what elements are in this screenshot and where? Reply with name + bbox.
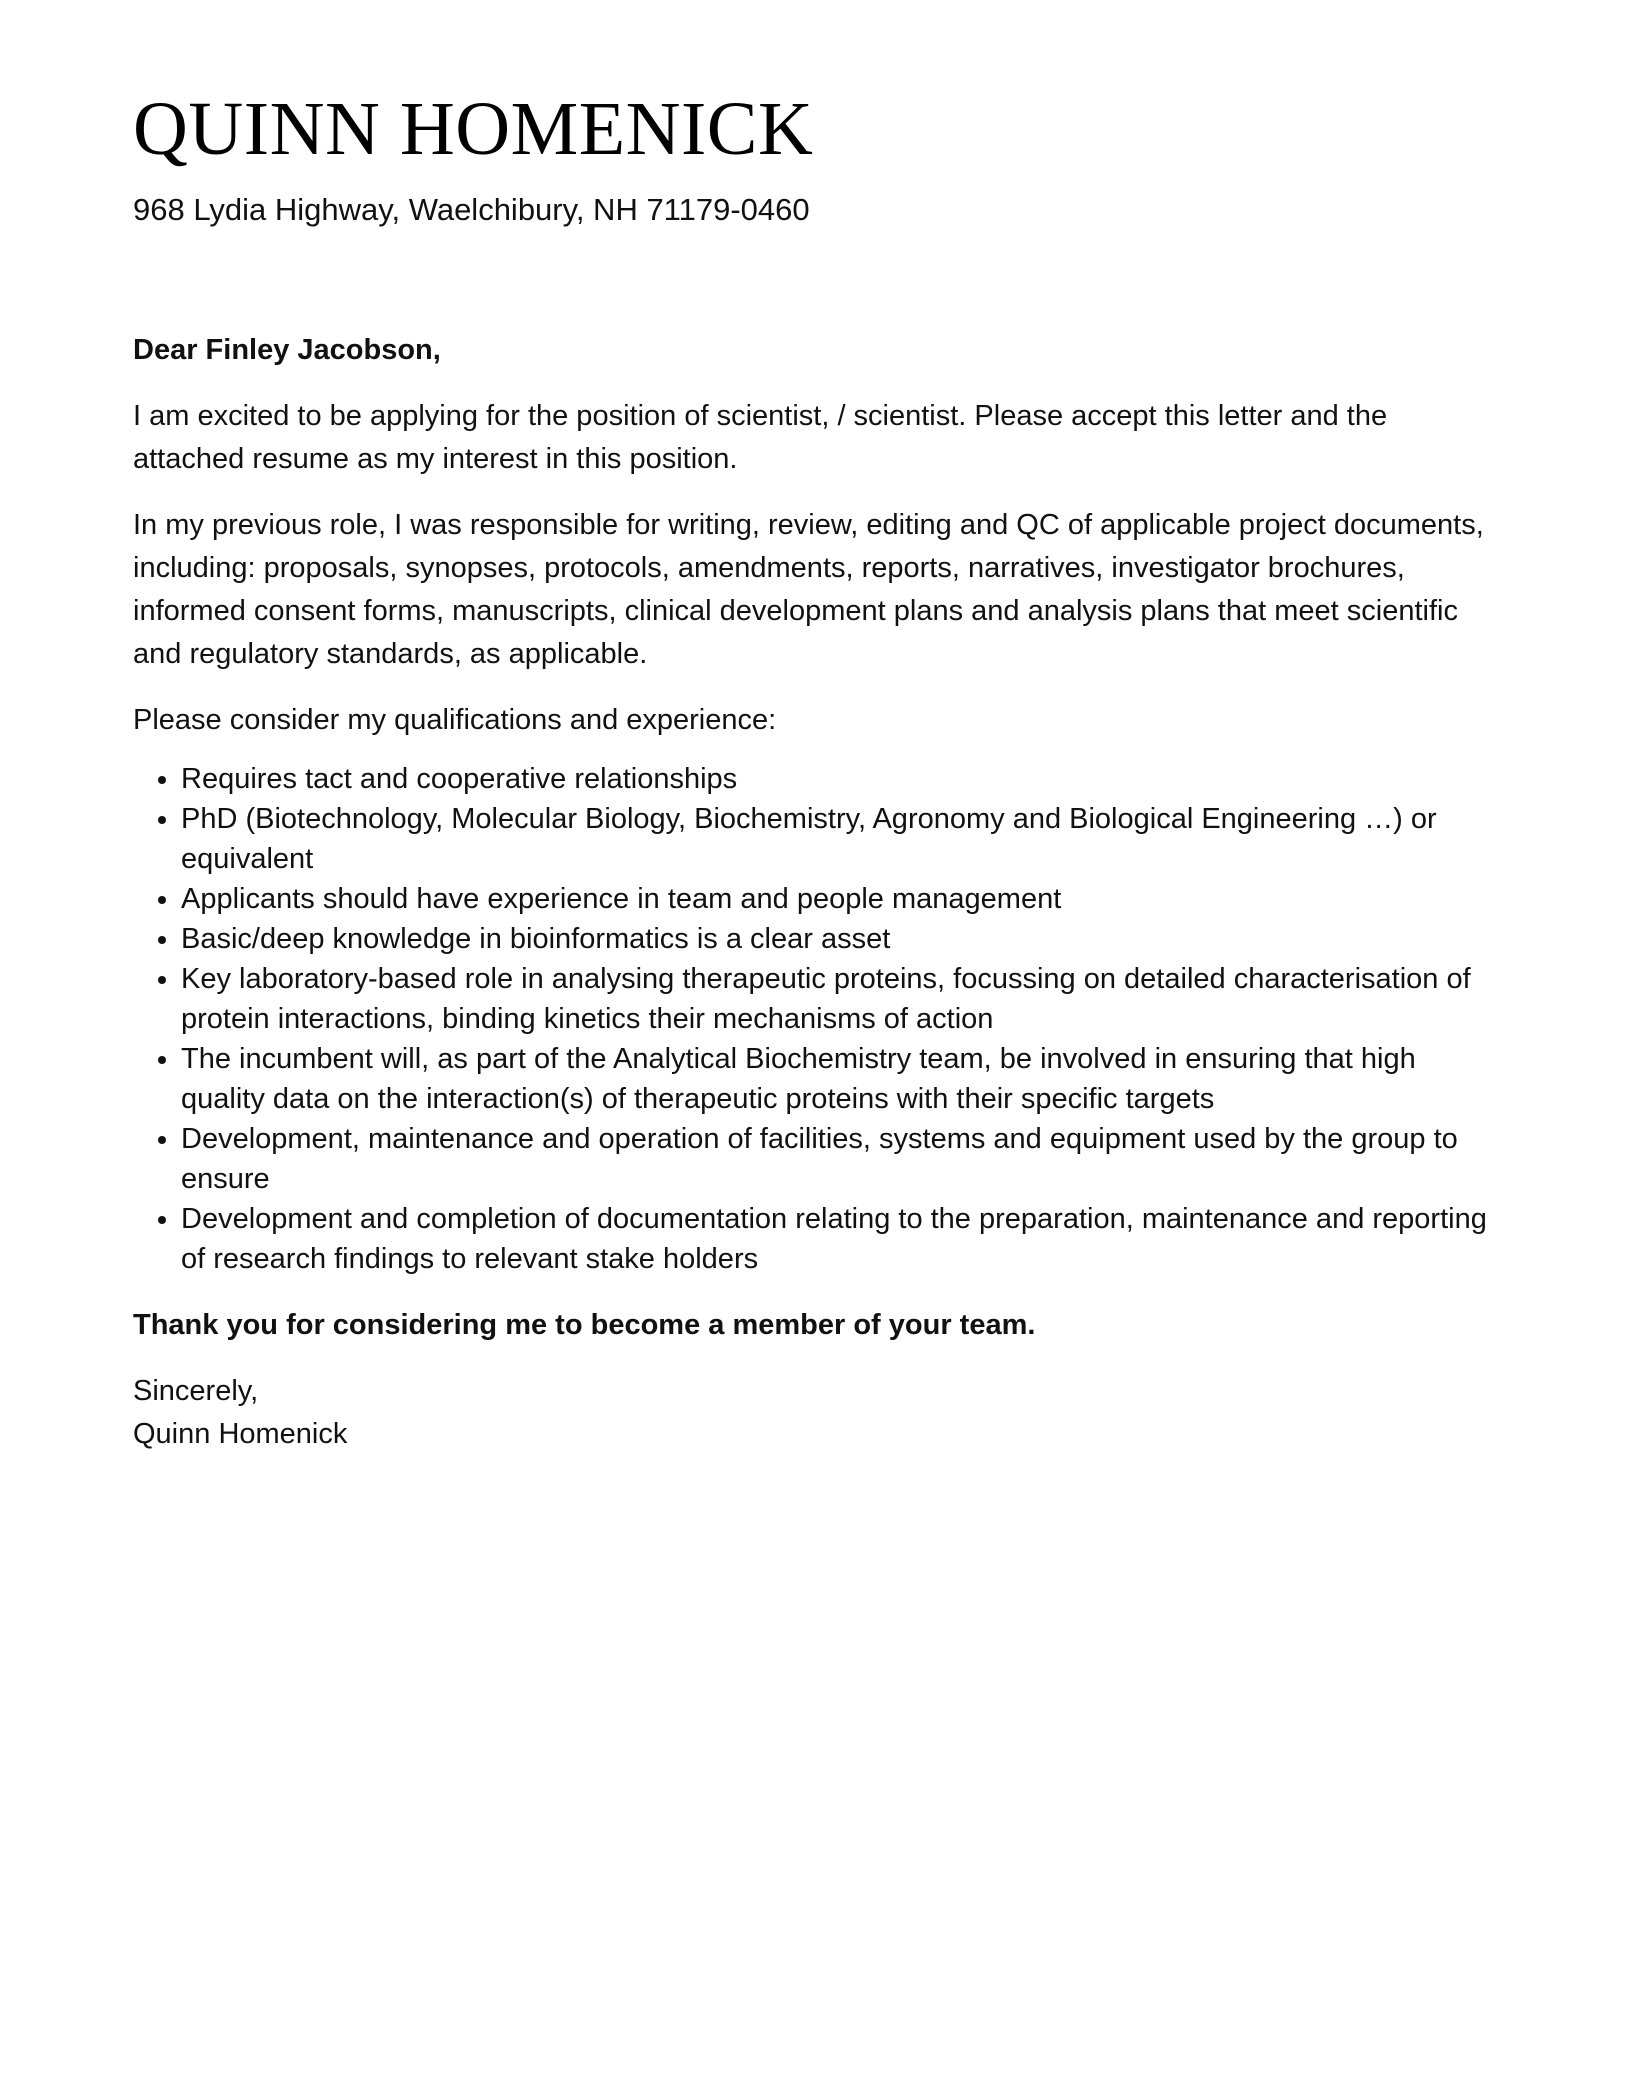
list-item: • Key laboratory-based role in analysing therapeutic proteins, focussing on detailed characterisation of protein interactions, binding kinetics their mechanisms of action — [181, 959, 1503, 1039]
salutation: Dear Finley Jacobson, — [133, 334, 441, 366]
list-item: • Requires tact and cooperative relationships — [181, 759, 1503, 799]
qualifications-list — [133, 759, 1503, 1279]
thanks-line: Thank you for considering me to become a member of your team. — [133, 1309, 1036, 1341]
intro-paragraph: I am excited to be applying for the position of scientist, / scientist. Please accept this letter and the attached resume as my interest in this position. — [133, 400, 1388, 475]
closing-phrase: Sincerely, — [133, 1375, 259, 1407]
list-item: • Development and completion of documentation relating to the preparation, maintenance and reporting of research findings to relevant stake holders — [181, 1199, 1503, 1279]
signature-name: Quinn Homenick — [133, 1418, 348, 1450]
list-item: • Basic/deep knowledge in bioinformatics is a clear asset — [181, 919, 1503, 959]
applicant-address: 968 Lydia Highway, Waelchibury, NH 71179-0460 — [133, 192, 810, 227]
list-item: • The incumbent will, as part of the Analytical Biochemistry team, be involved in ensuring that high quality data on the interaction(s) of therapeutic proteins with their specific targets — [181, 1039, 1503, 1119]
qualifications-intro: Please consider my qualifications and experience: — [133, 704, 777, 736]
list-item: • Development, maintenance and operation of facilities, systems and equipment used by the group to ensure — [181, 1119, 1503, 1199]
previous-role-paragraph: In my previous role, I was responsible for writing, review, editing and QC of applicable project documents, including: proposals, synopses, protocols, amendments, reports, narratives, investigator brochures, informed consent forms, manuscripts, clinical development plans and analysis plans that meet scientific and regulatory standards, as applicable. — [133, 509, 1484, 670]
list-item: • Applicants should have experience in team and people management — [181, 879, 1503, 919]
letter-body — [133, 329, 1503, 1456]
list-item: • PhD (Biotechnology, Molecular Biology, Biochemistry, Agronomy and Biological Engineering …) or equivalent — [181, 799, 1503, 879]
applicant-name: QUINN HOMENICK — [133, 87, 814, 171]
